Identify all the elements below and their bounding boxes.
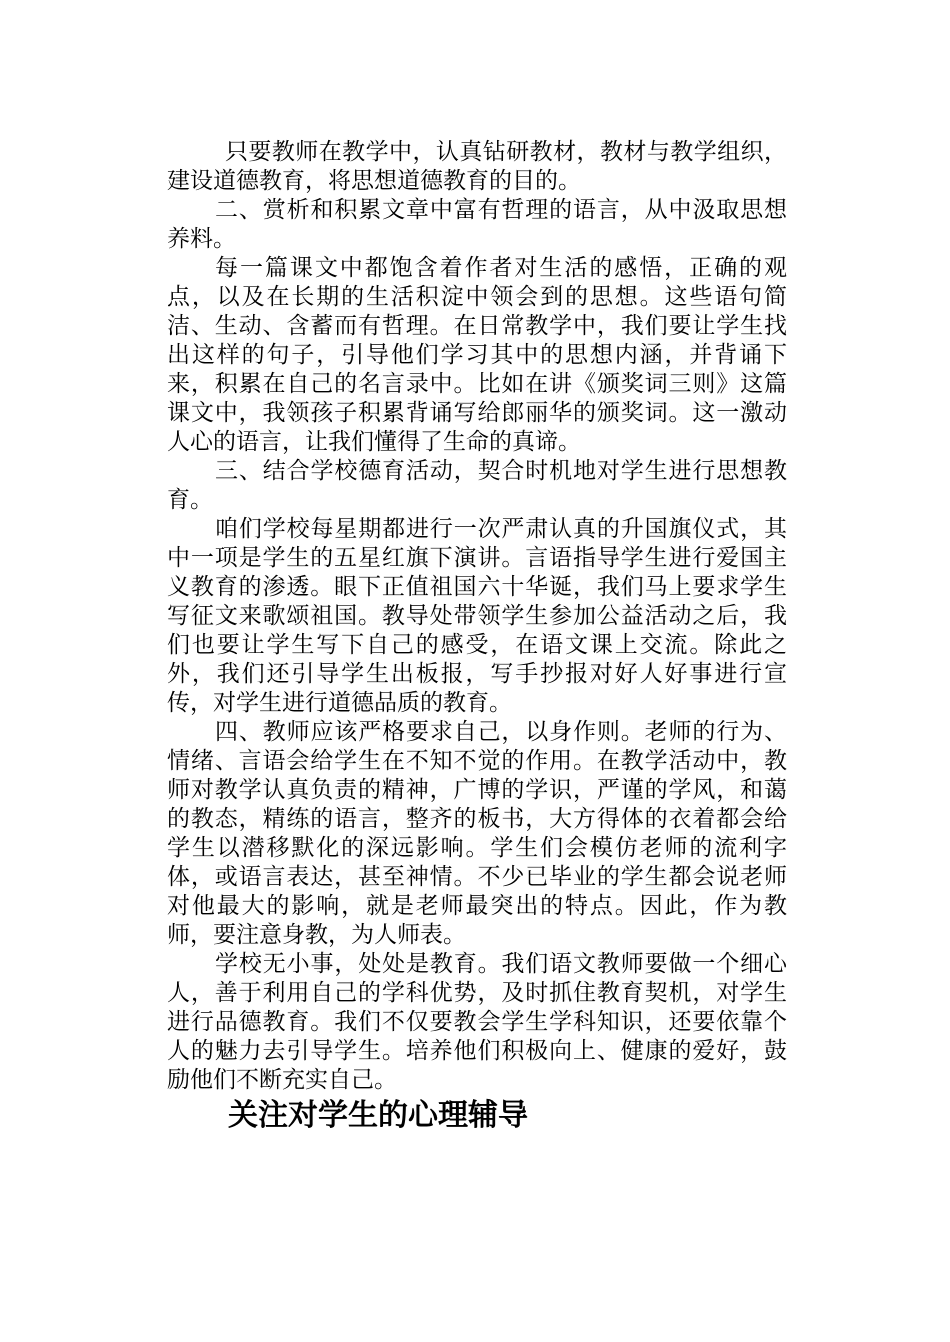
paragraph-1: 只要教师在教学中，认真钻研教材，教材与教学组织，建设道德教育，将思想道德教育的目的。 bbox=[167, 139, 787, 194]
paragraph-3: 每一篇课文中都饱含着作者对生活的感悟，正确的观点，以及在长期的生活积淀中领会到的思想。这些语句简洁、生动、含蓄而有哲理。在日常教学中，我们要让学生找出这样的句子，引导他们学习其中的思想内涵，并背诵下来，积累在自己的名言录中。比如在讲《颁奖词三则》这篇课文中，我领孩子积累背诵写给郎丽华的颁奖词。这一激动人心的语言，让我们懂得了生命的真谛。 bbox=[167, 255, 787, 455]
paragraph-2: 二、赏析和积累文章中富有哲理的语言，从中汲取思想养料。 bbox=[167, 197, 787, 252]
paragraph-6: 四、教师应该严格要求自己，以身作则。老师的行为、情绪、言语会给学生在不知不觉的作用。在教学活动中，教师对教学认真负责的精神，广博的学识，严谨的学风，和蔼的教态，精练的语言，整齐的板书，大方得体的衣着都会给学生以潜移默化的深远影响。学生们会模仿老师的流利字体，或语言表达，甚至神情。不少已毕业的学生都会说老师对他最大的影响，就是老师最突出的特点。因此，作为教师，要注意身教，为人师表。 bbox=[167, 719, 787, 948]
paragraph-5: 咱们学校每星期都进行一次严肃认真的升国旗仪式，其中一项是学生的五星红旗下演讲。言语指导学生进行爱国主义教育的渗透。眼下正值祖国六十华诞，我们马上要求学生写征文来歌颂祖国。教导处带领学生参加公益活动之后，我们也要让学生写下自己的感受，在语文课上交流。除此之外，我们还引导学生出板报，写手抄报对好人好事进行宣传，对学生进行道德品质的教育。 bbox=[167, 516, 787, 716]
section-heading: 关注对学生的心理辅导 bbox=[228, 1098, 528, 1133]
paragraph-7: 学校无小事，处处是教育。我们语文教师要做一个细心人，善于利用自己的学科优势，及时抓住教育契机，对学生进行品德教育。我们不仅要教会学生学科知识，还要依靠个人的魅力去引导学生。培养他们积极向上、健康的爱好，鼓励他们不断充实自己。 bbox=[167, 951, 787, 1093]
document-body bbox=[167, 138, 787, 1095]
paragraph-4: 三、结合学校德育活动，契合时机地对学生进行思想教育。 bbox=[167, 458, 787, 513]
